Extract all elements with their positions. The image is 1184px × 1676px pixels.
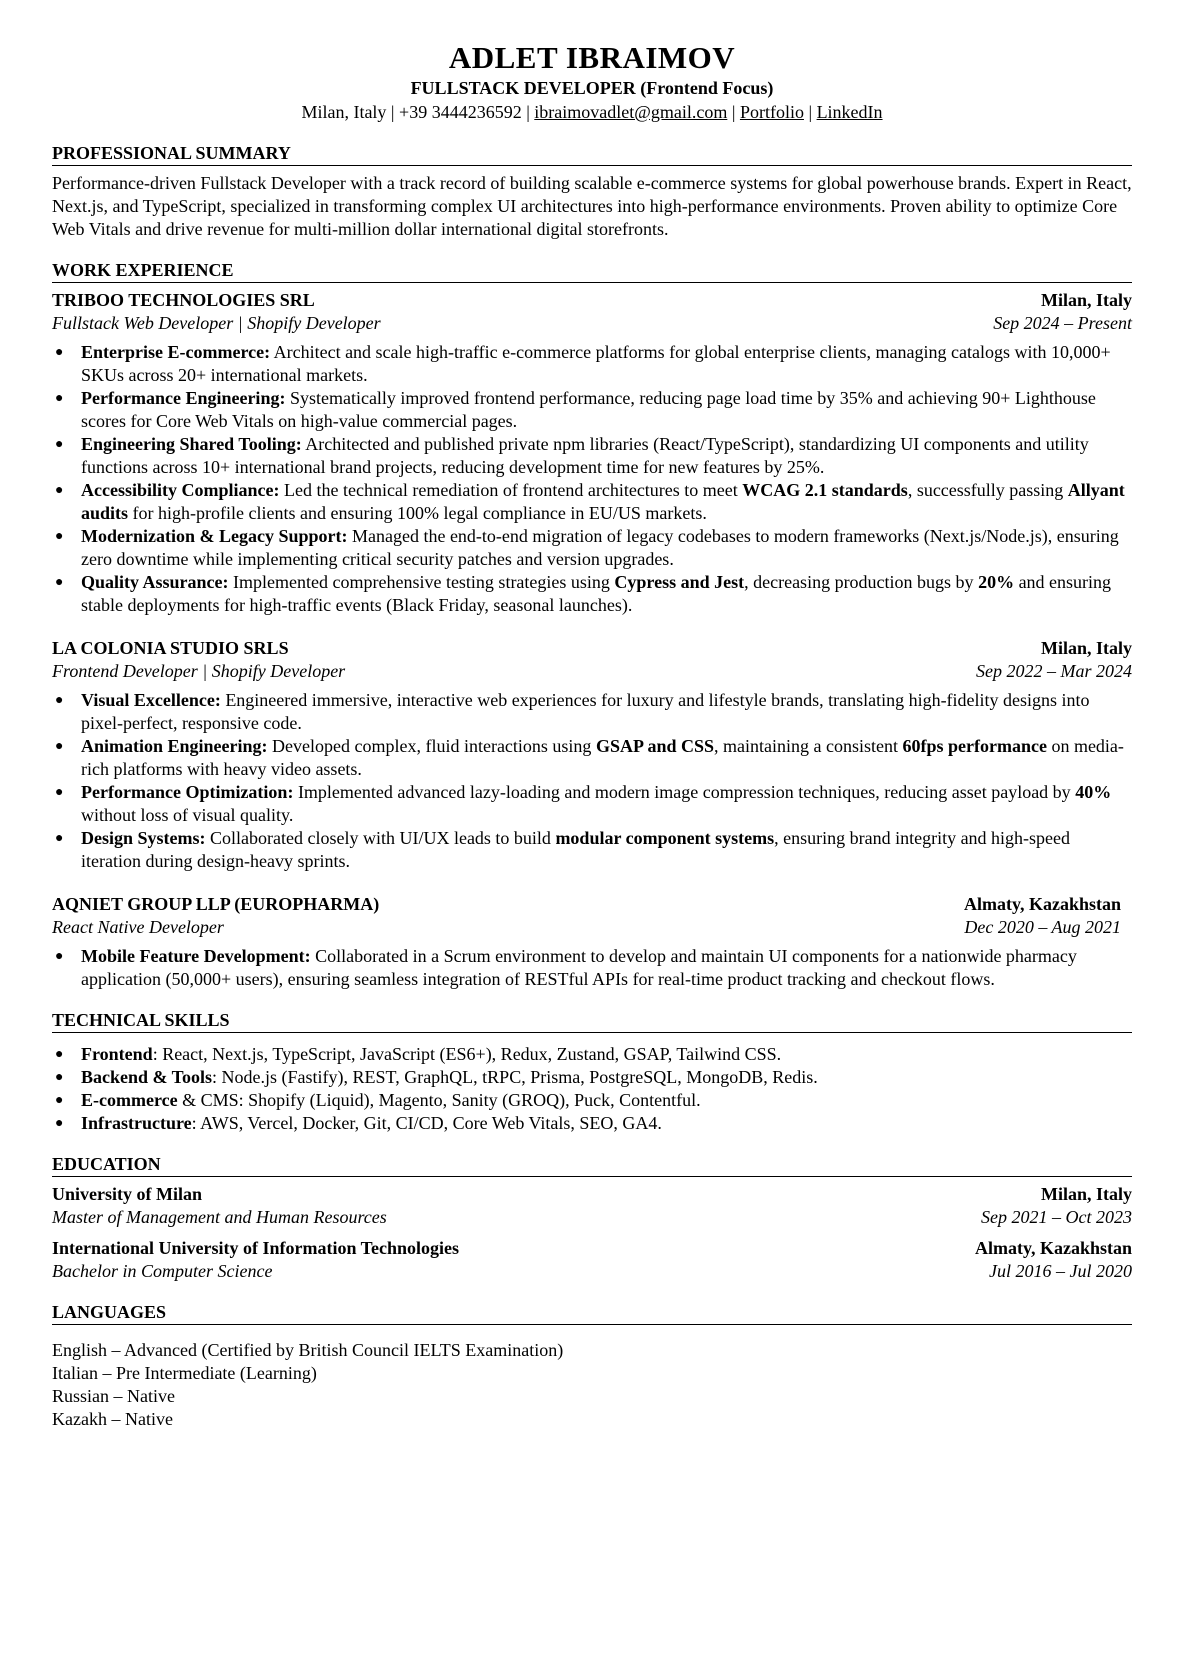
candidate-title: FULLSTACK DEVELOPER (Frontend Focus) <box>410 78 774 98</box>
language-item: English – Advanced (Certified by British Council IELTS Examination) <box>52 1340 564 1360</box>
job-list <box>52 289 1132 991</box>
job-dates: Dec 2020 – Aug 2021 <box>964 917 1121 937</box>
bullet-text: Systematically improved frontend performance, reducing page load time by 35% and achieving 90+ Lighthouse scores for Core Web Vitals on high-value commercial pages. <box>81 388 1096 431</box>
bullet-text: Engineered immersive, interactive web experiences for luxury and lifestyle brands, translating high-fidelity designs into pixel-perfect, responsive code. <box>81 690 1090 733</box>
experience-section <box>52 259 1132 991</box>
job-header-row <box>52 289 1132 312</box>
bullet-text: , maintaining a consistent <box>714 736 903 756</box>
bullet-bold-text: Modernization & Legacy Support: <box>81 526 348 546</box>
bullet-text: : Node.js (Fastify), REST, GraphQL, tRPC, Prisma, PostgreSQL, MongoDB, Redis. <box>212 1067 818 1087</box>
bullet-item <box>52 1066 1132 1089</box>
bullet-text: Architect and scale high-traffic e-commerce platforms for global enterprise clients, managing catalogs with 10,000+ SKUs across 20+ international markets. <box>81 342 1111 385</box>
bullet-item <box>52 341 1132 387</box>
bullet-text: Developed complex, fluid interactions using <box>267 736 596 756</box>
candidate-name: ADLET IBRAIMOV <box>448 40 736 75</box>
bullet-bold-text: Mobile Feature Development: <box>81 946 311 966</box>
bullet-text: & CMS: Shopify (Liquid), Magento, Sanity (GROQ), Puck, Contentful. <box>177 1090 701 1110</box>
summary-section <box>52 142 1132 241</box>
bullet-text: for high-profile clients and ensuring 100% legal compliance in EU/US markets. <box>128 503 707 523</box>
bullet-bold-text: 40% <box>1075 782 1112 802</box>
language-item: Russian – Native <box>52 1386 175 1406</box>
bullet-bold-text: Infrastructure <box>81 1113 192 1133</box>
bullet-bold-text: Design Systems: <box>81 828 206 848</box>
education-degree-row <box>52 1206 1132 1229</box>
bullet-item <box>52 781 1132 827</box>
languages-section <box>52 1301 1132 1431</box>
bullet-item <box>52 1112 1132 1135</box>
bullet-text: Managed the end-to-end migration of legacy codebases to modern frameworks (Next.js/Node.js), ensuring zero downtime while implementing critical security patches and version upgrades. <box>81 526 1119 569</box>
bullet-bold-text: Frontend <box>81 1044 153 1064</box>
bullet-icon: ● <box>55 1093 64 1108</box>
section-heading: WORK EXPERIENCE <box>52 259 1132 283</box>
bullet-text: : AWS, Vercel, Docker, Git, CI/CD, Core Web Vitals, SEO, GA4. <box>191 1113 662 1133</box>
job-bullets <box>52 689 1132 873</box>
education-entry <box>52 1183 1132 1229</box>
bullet-bold-text: E-commerce <box>81 1090 178 1110</box>
bullet-bold-text: 20% <box>978 572 1015 592</box>
bullet-item <box>52 1089 1132 1112</box>
bullet-text: without loss of visual quality. <box>81 805 294 825</box>
bullet-text: , successfully passing <box>907 480 1068 500</box>
bullet-bold-text: Quality Assurance: <box>81 572 229 592</box>
bullet-text: , decreasing production bugs by <box>744 572 979 592</box>
bullet-icon: ● <box>55 785 64 800</box>
bullet-text: and ensuring stable deployments for high-traffic events (Black Friday, seasonal launches). <box>81 572 1112 615</box>
job-location: Almaty, Kazakhstan <box>963 894 1121 914</box>
bullet-item <box>52 735 1132 781</box>
school-location: Almaty, Kazakhstan <box>974 1238 1132 1258</box>
bullet-text: Led the technical remediation of frontend architectures to meet <box>279 480 743 500</box>
bullet-bold-text: Performance Optimization: <box>81 782 294 802</box>
degree-name: Bachelor in Computer Science <box>52 1261 273 1281</box>
bullet-bold-text: Performance Engineering: <box>81 388 286 408</box>
summary-text: Performance-driven Fullstack Developer with a track record of building scalable e-commerce systems for global powerhouse brands. Expert in React, Next.js, and TypeScript, specialized in transforming complex UI architectures into high-performance environments. Proven ability to optimize Core Web Vitals and drive revenue for multi-million dollar international digital storefronts. <box>52 173 1132 239</box>
school-location: Milan, Italy <box>1040 1184 1132 1204</box>
bullet-item <box>52 525 1132 571</box>
job-role-row <box>52 312 1132 335</box>
bullet-icon: ● <box>55 1070 64 1085</box>
bullet-text: , ensuring brand integrity and high-speed iteration during design-heavy sprints. <box>81 828 1071 871</box>
bullet-item <box>52 945 1132 991</box>
job-role-row <box>52 660 1132 683</box>
company-name: TRIBOO TECHNOLOGIES SRL <box>52 290 315 310</box>
linkedin-link[interactable]: LinkedIn <box>816 102 883 122</box>
school-name: International University of Information Technologies <box>52 1238 460 1258</box>
bullet-text: Architected and published private npm libraries (React/TypeScript), standardizing UI components and utility functions across 10+ international brand projects, reducing development time for new features by 25%. <box>81 434 1089 477</box>
bullet-text: : React, Next.js, TypeScript, JavaScript (ES6+), Redux, Zustand, GSAP, Tailwind CSS. <box>152 1044 782 1064</box>
resume-header <box>52 40 1132 124</box>
language-list <box>52 1339 1132 1431</box>
job-role: Fullstack Web Developer | Shopify Developer <box>52 313 381 333</box>
job-entry <box>52 637 1132 873</box>
bullet-icon: ● <box>55 949 64 964</box>
bullet-icon: ● <box>55 345 64 360</box>
bullet-icon: ● <box>55 831 64 846</box>
job-role: React Native Developer <box>52 917 224 937</box>
job-dates: Sep 2022 – Mar 2024 <box>976 661 1132 681</box>
portfolio-link[interactable]: Portfolio <box>739 102 804 122</box>
job-entry <box>52 893 1132 991</box>
bullet-bold-text: Accessibility Compliance: <box>81 480 280 500</box>
bullet-icon: ● <box>55 1047 64 1062</box>
bullet-item <box>52 479 1132 525</box>
company-name: AQNIET GROUP LLP (EUROPHARMA) <box>52 894 380 914</box>
bullet-bold-text: Allyant audits <box>81 480 1125 523</box>
email-link[interactable]: ibraimovadlet@gmail.com <box>534 102 728 122</box>
bullet-bold-text: 60fps performance <box>902 736 1047 756</box>
bullet-icon: ● <box>55 739 64 754</box>
job-entry <box>52 289 1132 617</box>
bullet-text: Collaborated in a Scrum environment to develop and maintain UI components for a nationwide pharmacy application (50,000+ users), ensuring seamless integration of RESTful APIs for real-time product tracking and checkout flows. <box>81 946 1077 989</box>
job-location: Milan, Italy <box>1040 290 1132 310</box>
bullet-item <box>52 1043 1132 1066</box>
bullet-icon: ● <box>55 391 64 406</box>
bullet-item <box>52 571 1132 617</box>
section-heading: PROFESSIONAL SUMMARY <box>52 142 1132 166</box>
bullet-bold-text: Cypress and Jest <box>614 572 745 592</box>
skills-section <box>52 1009 1132 1135</box>
job-bullets <box>52 945 1132 991</box>
language-item: Italian – Pre Intermediate (Learning) <box>52 1363 317 1383</box>
bullet-bold-text: modular component systems <box>555 828 775 848</box>
school-name: University of Milan <box>52 1184 202 1204</box>
contact-separator: | <box>803 102 817 122</box>
company-name: LA COLONIA STUDIO SRLS <box>52 638 289 658</box>
bullet-icon: ● <box>55 437 64 452</box>
section-heading: TECHNICAL SKILLS <box>52 1009 1132 1033</box>
job-role-row <box>52 916 1132 939</box>
education-degree-row <box>52 1260 1132 1283</box>
job-header-row <box>52 637 1132 660</box>
section-heading: EDUCATION <box>52 1153 1132 1177</box>
bullet-icon: ● <box>55 575 64 590</box>
bullet-bold-text: GSAP and CSS <box>595 736 714 756</box>
bullet-icon: ● <box>55 693 64 708</box>
education-section <box>52 1153 1132 1283</box>
bullet-item <box>52 433 1132 479</box>
bullet-bold-text: Engineering Shared Tooling: <box>81 434 302 454</box>
bullet-item <box>52 689 1132 735</box>
bullet-text: Collaborated closely with UI/UX leads to build <box>205 828 556 848</box>
contact-line <box>52 100 1132 124</box>
bullet-text: on media-rich platforms with heavy video assets. <box>81 736 1124 779</box>
section-heading: LANGUAGES <box>52 1301 1132 1325</box>
bullet-bold-text: Enterprise E-commerce: <box>81 342 271 362</box>
bullet-text: Implemented advanced lazy-loading and modern image compression techniques, reducing asset payload by <box>293 782 1076 802</box>
bullet-bold-text: WCAG 2.1 standards <box>742 480 908 500</box>
job-bullets <box>52 341 1132 617</box>
job-role: Frontend Developer | Shopify Developer <box>52 661 346 681</box>
bullet-text: Implemented comprehensive testing strategies using <box>228 572 615 592</box>
job-dates: Sep 2024 – Present <box>993 313 1132 333</box>
bullet-bold-text: Backend & Tools <box>81 1067 213 1087</box>
education-list <box>52 1183 1132 1283</box>
bullet-bold-text: Animation Engineering: <box>81 736 268 756</box>
bullet-item <box>52 827 1132 873</box>
education-header-row <box>52 1237 1132 1260</box>
degree-name: Master of Management and Human Resources <box>52 1207 387 1227</box>
contact-separator: | <box>727 102 740 122</box>
bullet-icon: ● <box>55 1116 64 1131</box>
job-location: Milan, Italy <box>1040 638 1132 658</box>
education-dates: Jul 2016 – Jul 2020 <box>989 1261 1132 1281</box>
skills-list <box>52 1043 1132 1135</box>
education-dates: Sep 2021 – Oct 2023 <box>981 1207 1132 1227</box>
education-entry <box>52 1237 1132 1283</box>
bullet-bold-text: Visual Excellence: <box>81 690 221 710</box>
bullet-item <box>52 387 1132 433</box>
location-phone: Milan, Italy | +39 3444236592 | <box>301 102 535 122</box>
education-header-row <box>52 1183 1132 1206</box>
job-header-row <box>52 893 1132 916</box>
language-item: Kazakh – Native <box>52 1409 173 1429</box>
bullet-icon: ● <box>55 483 64 498</box>
bullet-icon: ● <box>55 529 64 544</box>
